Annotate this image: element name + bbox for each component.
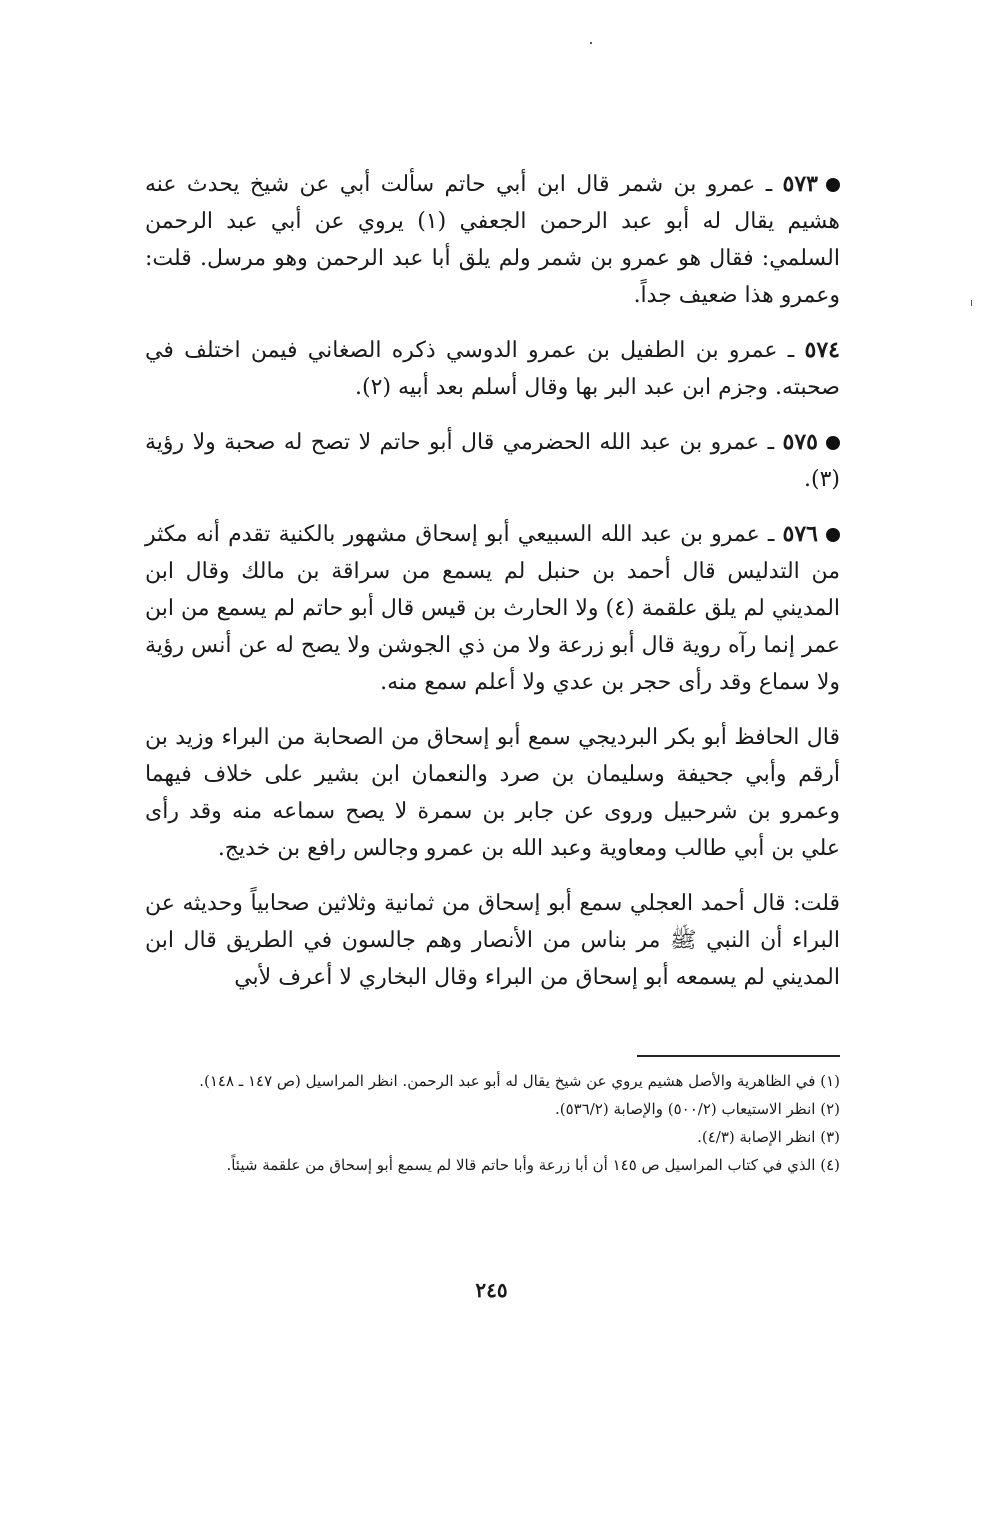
bullet-icon xyxy=(826,436,840,450)
scan-speck xyxy=(590,42,592,44)
paragraph-ijli xyxy=(145,885,840,996)
entry-number: ٥٧٣ xyxy=(782,171,818,197)
entry-574 xyxy=(145,332,840,406)
footnote-1: (١) في الظاهرية والأصل هشيم يروي عن شيخ يقال له أبو عبد الرحمن. انظر المراسيل (ص ١٤٧ ـ ١٤٨). xyxy=(199,1072,840,1090)
footnote-2: (٢) انظر الاستيعاب (٥٠٠/٢) والإصابة (٥٣٦/٢). xyxy=(554,1100,840,1118)
footnote-3: (٣) انظر الإصابة (٤/٣). xyxy=(697,1128,840,1146)
bullet-icon xyxy=(826,178,840,192)
paragraph-text: قلت: قال أحمد العجلي سمع أبو إسحاق من ثمانية وثلاثين صحابياً وحديثه عن البراء أن النبي ﷺ مر بناس من الأنصار وهم جالسون في الطريق قال ابن المديني لم يسمعه أبو إسحاق من البراء وقال البخاري لا أعرف لأبي xyxy=(145,891,840,990)
entry-text: ـ عمرو بن عبد الله الحضرمي قال أبو حاتم لا تصح له صحبة ولا رؤية (٣). xyxy=(145,430,840,492)
scan-speck xyxy=(971,300,972,306)
entry-text: ـ عمرو بن الطفيل بن عمرو الدوسي ذكره الصغاني فيمن اختلف في صحبته. وجزم ابن عبد البر بها وقال أسلم بعد أبيه (٢). xyxy=(145,338,840,400)
entry-573 xyxy=(145,166,840,314)
entry-text: ـ عمرو بن عبد الله السبيعي أبو إسحاق مشهور بالكنية تقدم أنه مكثر من التدليس قال أحمد بن حنبل لم يسمع من سراقة بن مالك وقال ابن المديني لم يلق علقمة (٤) ولا الحارث بن قيس قال أبو حاتم لم يسمع من ابن عمر إنما رآه روية قال أبو زرعة ولا من ذي الجوشن ولا يصح له عن أنس رؤية ولا سماع وقد رأى حجر بن عدي ولا أعلم سمع منه. xyxy=(145,522,841,695)
entry-text: ـ عمرو بن شمر قال ابن أبي حاتم سألت أبي عن شيخ يحدث عنه هشيم يقال له أبو عبد الرحمن الجعفي (١) يروي عن أبي عبد الرحمن السلمي: فقال هو عمرو بن شمر ولم يلق أبا عبد الرحمن وهو مرسل. قلت: وعمرو هذا ضعيف جداً. xyxy=(145,172,840,308)
paragraph-text: قال الحافظ أبو بكر البرديجي سمع أبو إسحاق من الصحابة من البراء وزيد بن أرقم وأبي جحيفة وسليمان بن صرد والنعمان ابن بشير على خلاف فيهما وعمرو بن شرحبيل وروى عن جابر بن سمرة لا يصح سماعه منه وقد رأى علي بن أبي طالب ومعاوية وعبد الله بن عمرو وجالس رافع بن خديج. xyxy=(145,725,840,861)
entry-number: ٥٧٤ xyxy=(804,337,840,363)
footnotes xyxy=(145,1068,840,1180)
paragraph-bardiji xyxy=(145,719,840,867)
main-text xyxy=(145,166,840,1014)
entry-576 xyxy=(145,516,840,701)
entry-575 xyxy=(145,424,840,498)
entry-number: ٥٧٥ xyxy=(782,429,818,455)
bullet-icon xyxy=(826,528,840,542)
footnote-divider xyxy=(637,1055,840,1057)
page-number: ٢٤٥ xyxy=(475,1278,508,1302)
entry-number: ٥٧٦ xyxy=(782,521,818,547)
footnote-4: (٤) الذي في كتاب المراسيل ص ١٤٥ أن أبا زرعة وأبا حاتم قالا لم يسمع أبو إسحاق من علقمة شيئاً. xyxy=(226,1156,840,1174)
